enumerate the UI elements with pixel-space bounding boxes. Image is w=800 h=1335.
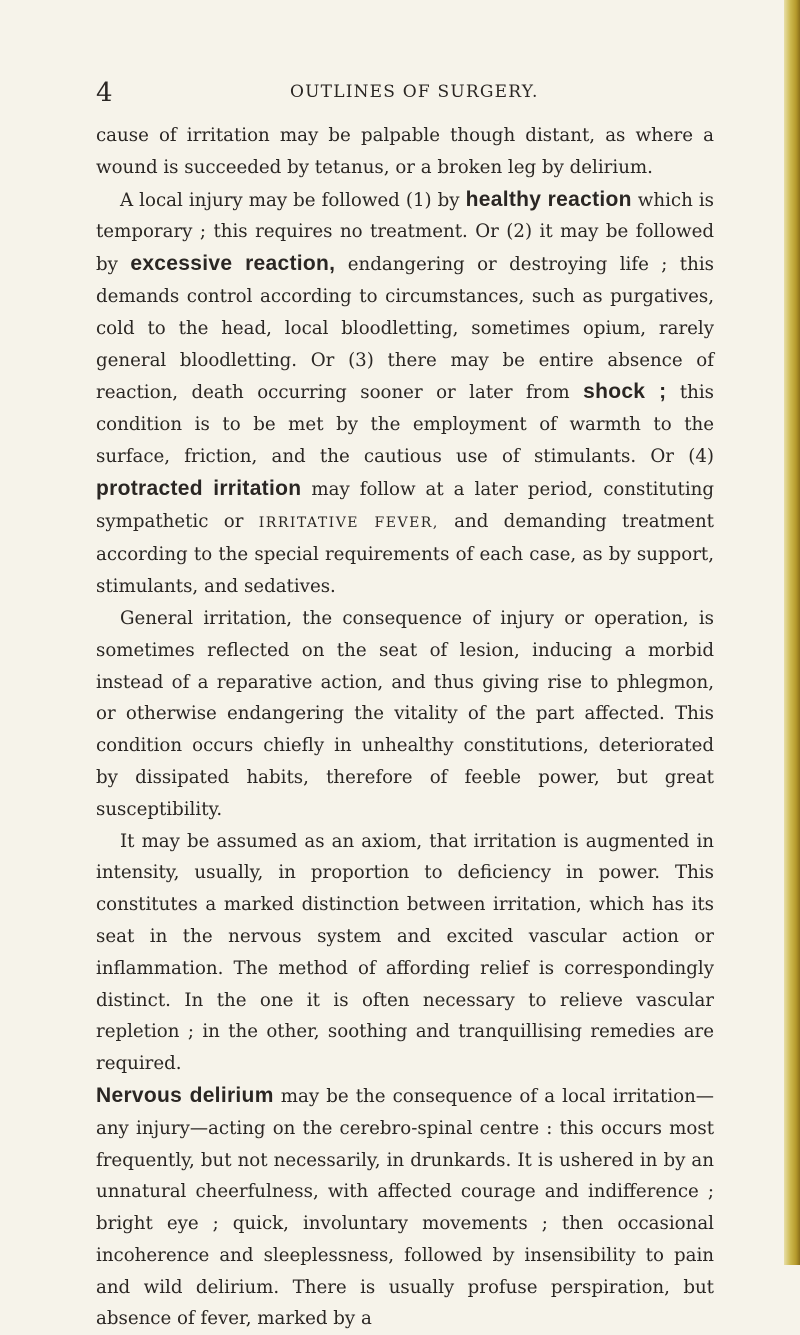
p2-text-4: this condition is to be met by the employment of warmth to the surface, friction, and the cautious use of stimulants. Or (4) bbox=[96, 382, 714, 467]
paragraph-4-text: It may be assumed as an axiom, that irritation is augmented in intensity, usually, in proportion to deficiency in power. This constitutes a marked distinction between irritation, which has its seat in the nervous system and excited vascular action or inflammation. The method of affording relief is correspondingly distinct. In the one it is often necessary to relieve vascular repletion ; in the other, soothing and tranquillising remedies are required. bbox=[96, 830, 714, 1075]
paragraph-1-text: cause of irritation may be palpable though distant, as where a wound is succeeded by tetanus, or a broken leg by delirium. bbox=[96, 125, 714, 178]
term-nervous-delirium: Nervous delirium bbox=[96, 1083, 274, 1107]
paragraph-1 bbox=[96, 120, 714, 184]
paragraph-2 bbox=[96, 184, 714, 603]
body-text bbox=[96, 120, 714, 1335]
paragraph-5-text: may be the consequence of a local irritation—any injury—acting on the cerebro-spinal centre : this occurs most frequently, but not necessarily, in drunkards. It is ushered in by an unnatural cheerfulness, with affected courage and indifference ; bright eye ; quick, involuntary movements ; then occasional incoherence and sleeplessness, followed by insensibility to pain and wild delirium. There is usually profuse perspiration, but absence of fever, marked by a bbox=[96, 1085, 714, 1330]
paragraph-4 bbox=[96, 826, 714, 1080]
term-healthy-reaction: healthy reaction bbox=[465, 187, 632, 211]
paragraph-3 bbox=[96, 603, 714, 826]
p2-text-6: and demanding treatment according to the special requirements of each case, as by support, stimulants, and sedatives. bbox=[96, 510, 714, 598]
paragraph-5 bbox=[96, 1080, 714, 1335]
paragraph-3-text: General irritation, the consequence of injury or operation, is sometimes reflected on the seat of lesion, inducing a morbid instead of a reparative action, and thus giving rise to phlegmon, or otherwise endangering the vitality of the part affected. This condition occurs chiefly in unhealthy constitutions, deteriorated by dissipated habits, therefore of feeble power, but great susceptibility. bbox=[96, 607, 714, 820]
p2-text-3: endangering or destroying life ; this demands control according to circumstances, such as purgatives, cold to the head, local bloodletting, sometimes opium, rarely general bloodletting. Or (3) there may be entire absence of reaction, death occurring sooner or later from bbox=[96, 254, 714, 404]
term-irritative-fever: IRRITATIVE FEVER, bbox=[258, 514, 439, 531]
p2-text-5: may follow at a later period, constituting sympathetic or bbox=[96, 478, 715, 532]
term-shock: shock ; bbox=[583, 380, 667, 404]
term-protracted-irritation: protracted irritation bbox=[96, 476, 302, 500]
p2-text-2: which is temporary ; this requires no treatment. Or (2) it may be followed by bbox=[96, 189, 714, 276]
p2-text-1: A local injury may be followed (1) by bbox=[120, 189, 466, 211]
term-excessive-reaction: excessive reaction, bbox=[130, 252, 336, 276]
page-number: 4 bbox=[96, 78, 113, 108]
page-edge-gilt bbox=[784, 0, 800, 1265]
page-header bbox=[0, 78, 800, 108]
running-title: OUTLINES OF SURGERY. bbox=[290, 82, 539, 102]
